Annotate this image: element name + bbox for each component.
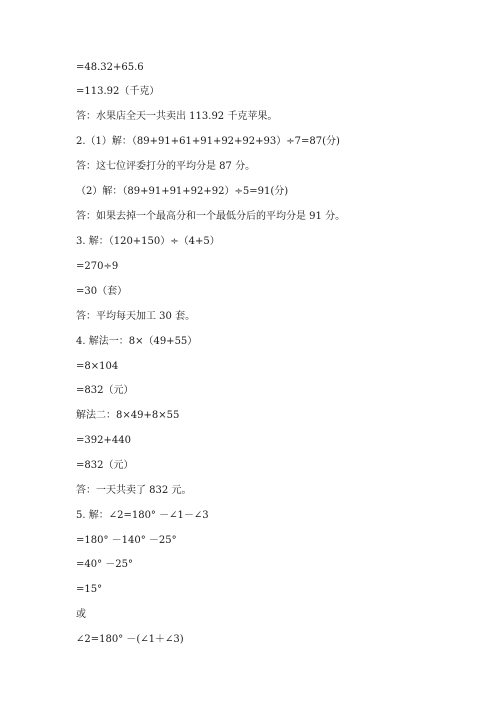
text-line: （2）解：（89+91+91+92+92）÷5=91(分) <box>76 186 289 197</box>
text-line: 答：这七位评委打分的平均分是 87 分。 <box>76 161 256 172</box>
text-line: 答：如果去掉一个最高分和一个最低分后的平均分是 91 分。 <box>76 211 346 222</box>
text-line: 2.（1）解：（89+91+61+91+92+92+93）÷7=87(分) <box>76 136 340 147</box>
text-line: 4. 解法一：8×（49+55） <box>76 336 198 347</box>
text-line: =48.32+65.6 <box>76 62 144 73</box>
text-line: =8×104 <box>76 361 119 372</box>
text-line: =832（元） <box>76 385 134 396</box>
text-line: ∠2=180° －(∠1＋∠3) <box>76 634 184 645</box>
text-line: =832（元） <box>76 460 134 471</box>
text-line: =270÷9 <box>76 261 119 272</box>
text-line: 解法二：8×49+8×55 <box>76 410 180 421</box>
text-line: =15° <box>76 584 103 595</box>
text-line: 答：一天共卖了 832 元。 <box>76 485 192 496</box>
text-line: 或 <box>76 609 86 620</box>
text-line: =180° －140° －25° <box>76 535 177 546</box>
text-line: =30（套） <box>76 286 128 297</box>
text-line: =392+440 <box>76 435 131 446</box>
text-line: 答：平均每天加工 30 套。 <box>76 311 196 322</box>
text-line: =40° －25° <box>76 559 134 570</box>
text-line: 5. 解：∠2=180° －∠1－∠3 <box>76 510 209 521</box>
text-line: =113.92（千克） <box>76 86 160 97</box>
text-line: 答：水果店全天一共卖出 113.92 千克苹果。 <box>76 111 278 122</box>
text-line: 3. 解：（120+150）÷（4+5） <box>76 236 220 247</box>
